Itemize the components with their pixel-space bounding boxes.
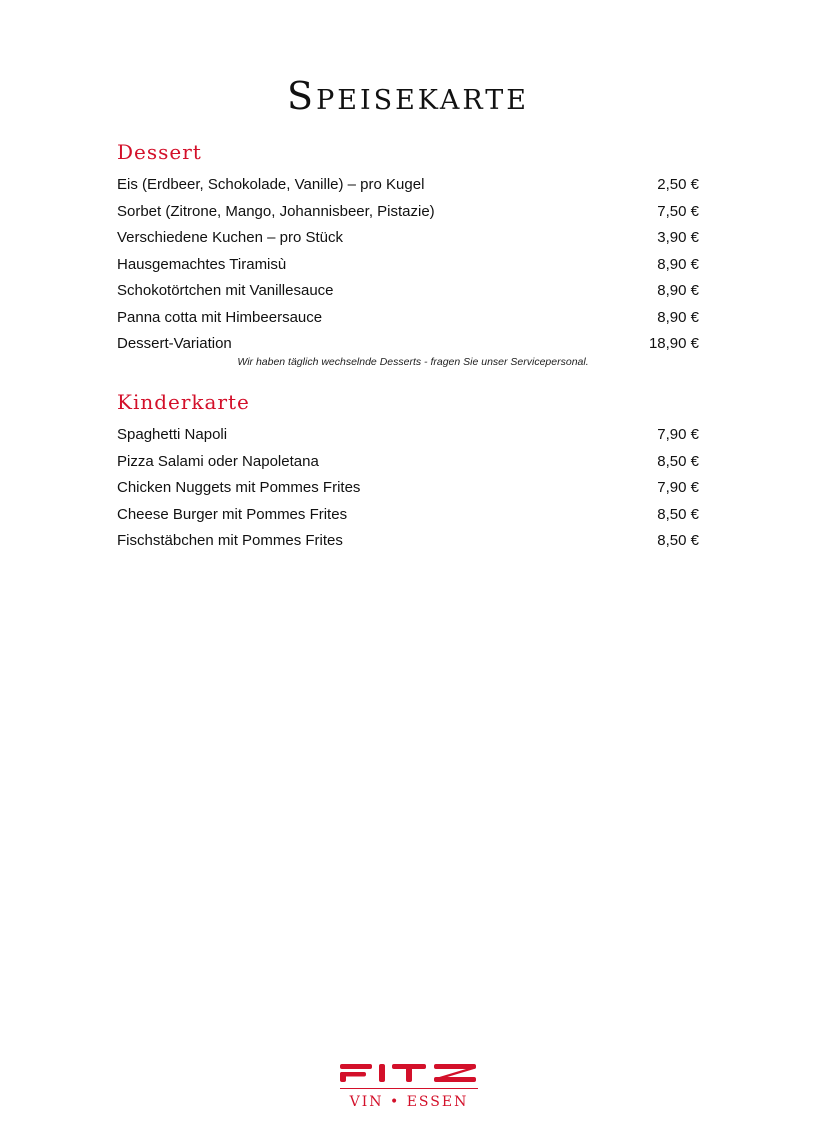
dessert-section (117, 140, 699, 368)
item-price: 8,90 € (657, 255, 699, 273)
item-price: 8,50 € (657, 505, 699, 523)
item-name: Chicken Nuggets mit Pommes Frites (117, 479, 361, 496)
item-price: 2,50 € (657, 176, 699, 193)
item-name: Verschiedene Kuchen – pro Stück (117, 229, 343, 246)
kinderkarte-heading: Kinderkarte (117, 390, 250, 414)
dessert-note: Wir haben täglich wechselnde Desserts - fragen Sie unser Servicepersonal. (237, 355, 589, 368)
menu-item (117, 199, 699, 226)
item-price: 8,50 € (657, 452, 699, 470)
menu-item (117, 305, 699, 332)
item-price: 7,90 € (657, 426, 699, 443)
menu-item (117, 528, 699, 555)
menu-item (117, 449, 699, 476)
item-price: 7,90 € (657, 479, 699, 496)
item-price: 3,90 € (657, 229, 699, 246)
menu-title: Speisekarte (287, 74, 529, 118)
menu-item (117, 225, 699, 252)
item-price: 8,90 € (657, 282, 699, 299)
item-name: Spaghetti Napoli (117, 426, 228, 443)
menu-item (117, 278, 699, 305)
menu-item (117, 331, 699, 358)
kinderkarte-section (117, 390, 699, 555)
item-name: Sorbet (Zitrone, Mango, Johannisbeer, Pistazie) (117, 202, 435, 220)
item-name: Panna cotta mit Himbeersauce (117, 308, 323, 326)
item-price: 8,50 € (657, 532, 699, 549)
item-name: Fischstäbchen mit Pommes Frites (117, 532, 343, 549)
fitz-logo (338, 1062, 480, 1110)
item-price: 7,50 € (657, 202, 699, 220)
item-price: 18,90 € (648, 335, 699, 352)
logo-tagline: VIN • ESSEN (349, 1094, 469, 1110)
item-name: Hausgemachtes Tiramisù (117, 255, 287, 273)
item-name: Eis (Erdbeer, Schokolade, Vanille) – pro Kugel (117, 176, 425, 193)
menu-item (117, 252, 699, 279)
menu-item (117, 502, 699, 529)
menu-item (117, 422, 699, 449)
menu-item (117, 172, 699, 199)
item-name: Schokotörtchen mit Vanillesauce (117, 282, 334, 299)
item-name: Dessert-Variation (117, 335, 232, 352)
item-price: 8,90 € (657, 308, 699, 326)
menu-item (117, 475, 699, 502)
dessert-heading: Dessert (117, 140, 202, 164)
item-name: Cheese Burger mit Pommes Frites (117, 505, 348, 523)
item-name: Pizza Salami oder Napoletana (117, 452, 319, 470)
